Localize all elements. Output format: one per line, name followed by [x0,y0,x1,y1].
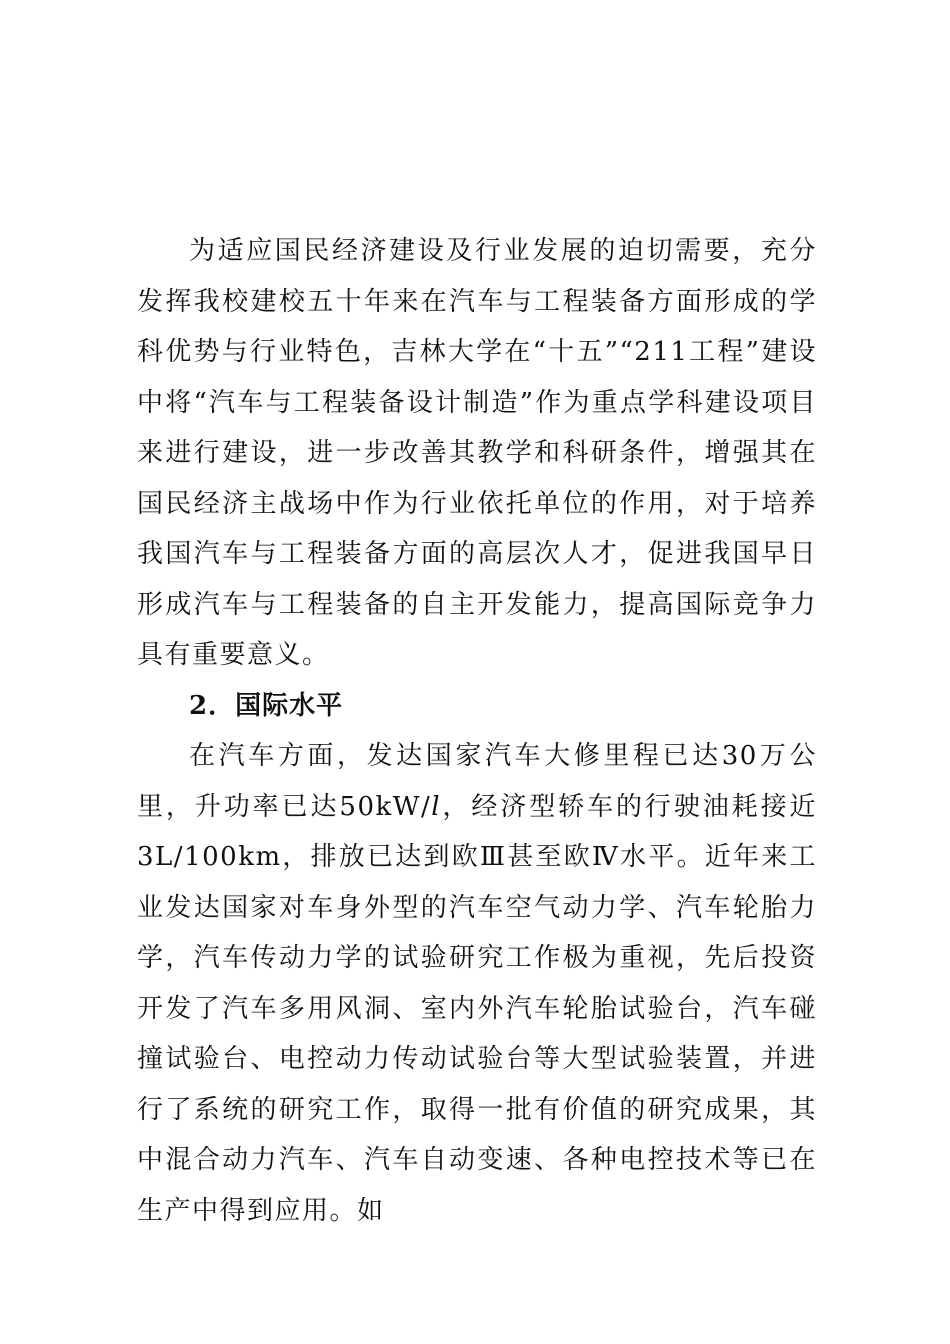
paragraph-text-a: 在汽车方面，发达国家汽车大修里程已达30万公里，升功率已达50kW/ [137,741,817,822]
paragraph-significance: 为适应国民经济建设及行业发展的迫切需要，充分发挥我校建校五十年来在汽车与工程装备方面形成的学科优势与行业特色，吉林大学在“十五”“211工程”建设中将“汽车与工程装备设计制造”作为重点学科建设项目来进行建设，进一步改善其教学和科研条件，增强其在国民经济主战场中作为行业依托单位的作用，对于培养我国汽车与工程装备方面的高层次人才，促进我国早日形成汽车与工程装备的自主开发能力，提高国际竞争力具有重要意义。 [137,236,817,670]
unit-liter-italic: l [431,791,442,822]
paragraph-text-b: ，经济型轿车的行驶油耗接近3L/100km，排放已达到欧Ⅲ甚至欧Ⅳ水平。近年来工业发达国家对车身外型的汽车空气动力学、汽车轮胎力学，汽车传动力学的试验研究工作极为重视，先后投资开发了汽车多用风洞、室内外汽车轮胎试验台，汽车碰撞试验台、电控动力传动试验台等大型试验装置，并进行了系统的研究工作，取得一批有价值的研究成果，其中混合动力汽车、汽车自动变速、各种电控技术等已在生产中得到应用。如 [137,791,817,1226]
document-page [137,226,817,1236]
paragraph-international-level [137,731,817,1236]
section-heading: 2．国际水平 [189,690,344,721]
